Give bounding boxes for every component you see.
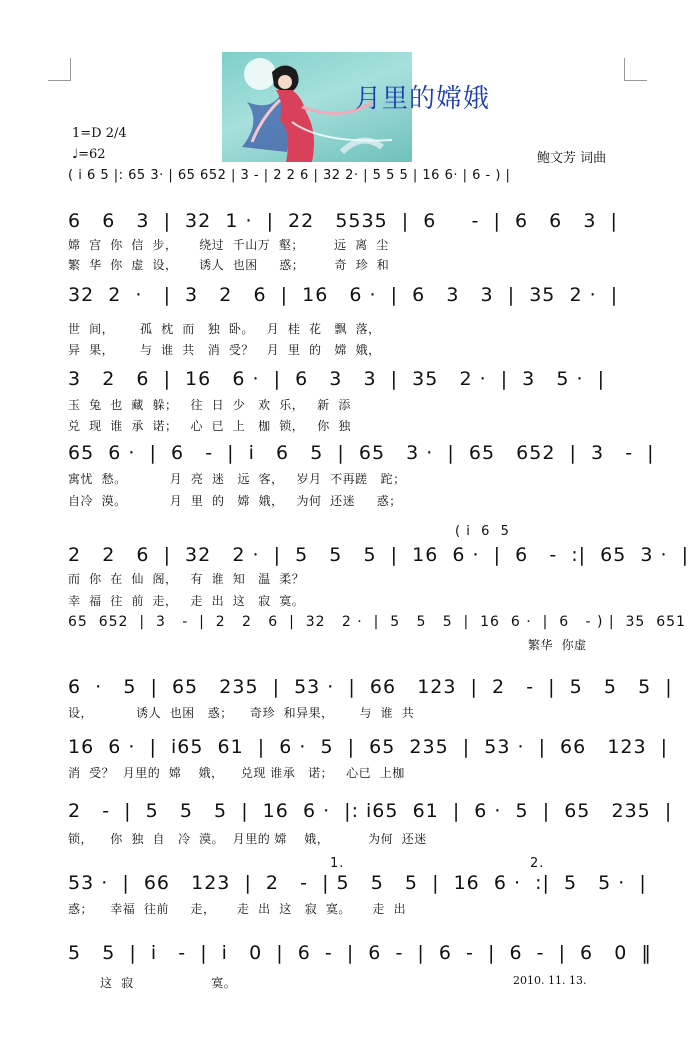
page-corner-mark-left bbox=[48, 58, 71, 81]
score-row-10-volta-1: 1. bbox=[330, 856, 345, 871]
score-row-3-lyric-1: 玉 兔 也 藏 躲； 往 日 少 欢 乐， 新 添 bbox=[68, 398, 351, 412]
score-row-10-volta-2: 2. bbox=[530, 856, 545, 871]
score-row-11-notes: 5 5 | i - | i 0 | 6 - | 6 - | 6 - | 6 - | 6 0 ‖ bbox=[68, 942, 652, 964]
score-row-4-lyric-1: 寓忧 愁。 月 亮 迷 远 客， 岁月 不再蹉 跎； bbox=[68, 472, 406, 486]
intro-notation: ( i 6 5 |: 65 3· | 65 652 | 3 - | 2 2 6 | 32 2· | 5 5 5 | 16 6· | 6 - ) | bbox=[68, 168, 511, 183]
score-row-8-lyric-1: 消 受？ 月里的 嫦 娥， 兑现 谁承 诺； 心已 上枷 bbox=[68, 766, 405, 780]
page-corner-mark-right bbox=[624, 58, 647, 81]
composition-date: 2010. 11. 13. bbox=[513, 974, 587, 987]
score-row-6-notes: 65 652 | 3 - | 2 2 6 | 32 2 · | 5 5 5 | 16 6 · | 6 - ) | 35 651 bbox=[68, 614, 686, 630]
score-row-1-notes: 6 6 3 | 32 1 · | 22 5535 | 6 - | 6 6 3 | bbox=[68, 210, 618, 232]
key-signature: 1=D 2/4 bbox=[72, 126, 127, 141]
score-row-7-notes: 6 · 5 | 65 235 | 53 · | 66 123 | 2 - | 5 5 5 | bbox=[68, 676, 673, 698]
score-row-11-lyric-1: 这 寂 寞。 bbox=[100, 976, 237, 990]
score-row-1-lyric-2: 繁 华 你 虚 设， 诱人 也困 惑； 奇 珍 和 bbox=[68, 258, 390, 272]
score-row-5-lyric-2: 幸 福 往 前 走， 走 出 这 寂 寞。 bbox=[68, 594, 305, 608]
score-row-7-lyric-1: 设， 诱人 也困 惑； 奇珍 和异果， 与 谁 共 bbox=[68, 706, 415, 720]
score-row-5-lyric-1: 而 你 在 仙 阁， 有 谁 知 温 柔？ bbox=[68, 572, 305, 586]
score-row-5-notes: 2 2 6 | 32 2 · | 5 5 5 | 16 6 · | 6 - :| 65 3 · | bbox=[68, 544, 690, 566]
score-row-8-notes: 16 6 · | i65 61 | 6 · 5 | 65 235 | 53 · | 66 123 | bbox=[68, 736, 669, 758]
score-row-5-marker: ( i 6 5 bbox=[455, 524, 510, 539]
score-row-9-lyric-1: 锁， 你 独 自 冷 漠。 月里的 嫦 娥， 为何 还迷 bbox=[68, 832, 427, 846]
score-row-10-lyric-1: 惑； 幸福 往前 走， 走 出 这 寂 寞。 走 出 bbox=[68, 902, 407, 916]
score-row-3-notes: 3 2 6 | 16 6 · | 6 3 3 | 35 2 · | 3 5 · | bbox=[68, 368, 606, 390]
score-row-9-notes: 2 - | 5 5 5 | 16 6 · |: i65 61 | 6 · 5 | 65 235 | bbox=[68, 800, 673, 822]
score-row-4-notes: 65 6 · | 6 - | i 6 5 | 65 3 · | 65 652 | 3 - | bbox=[68, 442, 655, 464]
score-row-2-lyric-2: 异 果， 与 谁 共 消 受？ 月 里 的 嫦 娥， bbox=[68, 343, 381, 357]
score-row-6-aside-lyric: 繁华 你虚 bbox=[528, 638, 587, 652]
tempo-marking: ♩=62 bbox=[72, 147, 106, 162]
score-row-10-notes: 53 · | 66 123 | 2 - | 5 5 5 | 16 6 · :| 5 5 · | bbox=[68, 872, 647, 894]
composer-credit: 鲍文芳 词曲 bbox=[537, 151, 607, 166]
score-row-4-lyric-2: 自冷 漠。 月 里 的 嫦 娥， 为何 还迷 惑； bbox=[68, 494, 402, 508]
score-row-2-notes: 32 2 · | 3 2 6 | 16 6 · | 6 3 3 | 35 2 · | bbox=[68, 284, 619, 306]
score-row-3-lyric-2: 兑 现 谁 承 诺； 心 已 上 枷 锁， 你 独 bbox=[68, 419, 351, 433]
score-row-2-lyric-1: 世 间， 孤 枕 而 独 卧。 月 桂 花 飘 落， bbox=[68, 322, 381, 336]
song-title: 月里的嫦娥 bbox=[355, 84, 491, 114]
score-row-1-lyric-1: 嫦 宫 你 信 步， 绕过 千山万 壑； 远 离 尘 bbox=[68, 238, 389, 252]
